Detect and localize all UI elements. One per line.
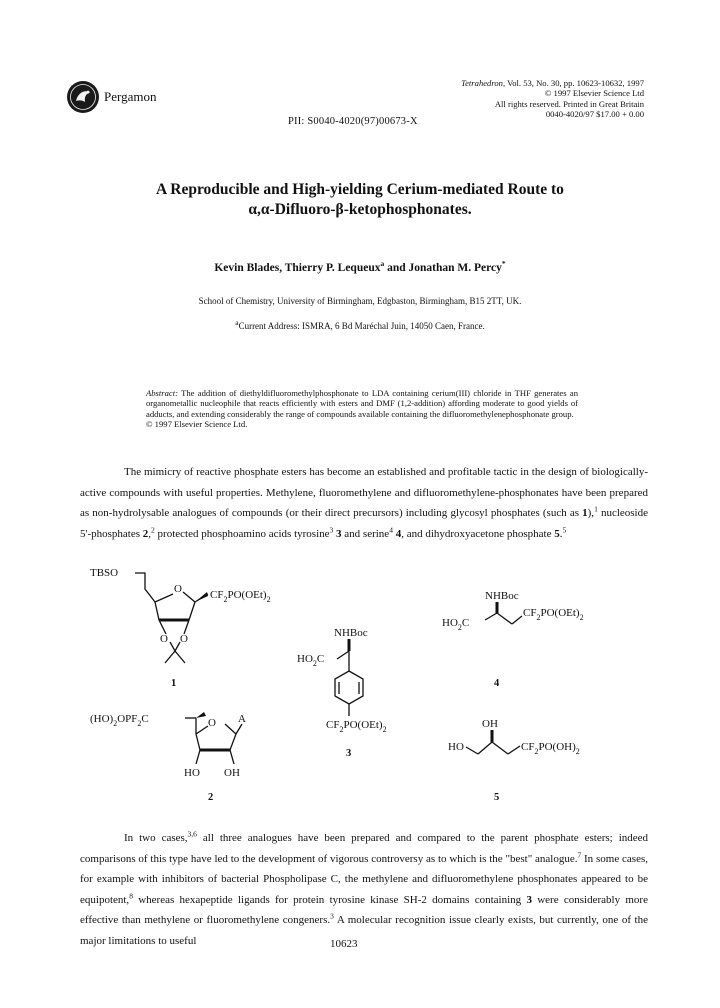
pii-identifier: PII: S0040-4020(97)00673-X [288, 116, 418, 127]
publisher-name: Pergamon [104, 89, 157, 104]
compound-ref: 4 [395, 527, 402, 540]
citation: 1 [594, 504, 598, 514]
affiliation: School of Chemistry, University of Birmingham, Edgbaston, Birmingham, B15 2TT, UK. [198, 296, 522, 306]
compound-ref: 1 [582, 507, 588, 520]
paragraph-intro: The mimicry of reactive phosphate esters has become an established and profitable tactic in the design of biologically-active compounds with useful properties. Methylene, fluoromethylene and difluoromethylene-phosphonates have been prepared as non-hydrolysable analogues of compounds (or their direct precursors) including glycosyl phosphates (such as 1),$^1$ nucleoside 5'-phosphates 2,$^2$ protected phosphoamino acids tyrosine$^3$ 3 and serine$^4$ 4, and dihydroxyacetone phosphate 5.$^5$ [80, 466, 648, 540]
c5-oh-label: OH [482, 718, 498, 730]
c1-tbso-label: TBSO [90, 567, 119, 579]
citation: 3 [329, 525, 334, 535]
compound-number-2: 2 [208, 792, 214, 803]
author-sup-a: a [380, 259, 385, 269]
current-address-sup: a [235, 318, 239, 327]
journal-name: Tetrahedron [461, 78, 503, 88]
compound-ref: 3 [336, 527, 342, 540]
compound-ref: 5 [554, 527, 560, 540]
current-address [80, 318, 640, 331]
citation: 5 [562, 525, 567, 535]
c3-cf2-label: $CF_2PO(OEt)_2$ [326, 719, 387, 734]
title-line-1: A Reproducible and High-yielding Cerium-mediated Route to [156, 181, 564, 198]
compound-number-1: 1 [171, 678, 177, 689]
c4-cf2-label: $CF_2PO(OEt)_2$ [523, 607, 584, 622]
abstract-copyright: © 1997 Elsevier Science Ltd. [146, 419, 248, 430]
c1-o-right: O [180, 633, 188, 645]
citation: 3 [330, 911, 334, 921]
compound-number-4: 4 [494, 678, 500, 689]
citation: 7 [577, 849, 582, 859]
compound-ref: 3 [526, 893, 532, 906]
abstract [146, 388, 578, 430]
citation: 8 [129, 891, 133, 901]
author-list [80, 259, 640, 274]
c1-cf2-label: $CF_2PO(OEt)_2$ [210, 589, 271, 604]
current-address-text: Current Address: ISMRA, 6 Bd Maréchal Juin, 14050 Caen, France. [238, 321, 485, 331]
c3-ho2c-label: $HO_2C$ [297, 653, 325, 668]
c5-ho-label: HO [448, 741, 464, 753]
abstract-text: The addition of diethyldifluoromethylphosphonate to LDA containing cerium(III) chloride in THF generates an organometallic nucleophile that reacts efficiently with esters and DMF (1,2-addition) affording moderate to good yields of adducts, and extending considerably the range of compounds available containing the difluoromethylenephosphonate group. [146, 388, 578, 419]
c5-cf2-label: $CF_2PO(OH)_2$ [521, 741, 580, 756]
title-line-2: α,α-Difluoro-β-ketophosphonates. [248, 201, 472, 218]
article-title [80, 180, 640, 220]
c4-ho2c-label: $HO_2C$ [442, 617, 470, 632]
citation: 4 [389, 525, 393, 535]
author-names-2: and Jonathan M. Percy [384, 262, 502, 274]
paragraph-analogues: In two cases,$^{3,6}$ all three analogues have been prepared and compared to the parent phosphate esters; indeed comparisons of this type have led to the development of vigorous controversy as to which is the "best" analogue.$^7$ In some cases, for example with inhibitors of bacterial Phospholipase C, the methylene and difluoromethylene phosphonates appeared to be equipotent,$^8$ whereas hexapeptide ligands for protein tyrosine kinase SH-2 domains containing 3 were considerably more effective than methylene or fluoromethylene congeners.$^3$ A molecular recognition issue clearly exists, but currently, one of the major limitations to useful [80, 829, 649, 947]
compound-number-5: 5 [494, 792, 500, 803]
copyright-line: © 1997 Elsevier Science Ltd [544, 88, 644, 99]
c1-o-left: O [160, 633, 168, 645]
c3-nhboc-label: NHBoc [334, 627, 368, 639]
citation: 2 [151, 525, 155, 535]
c2-base-a: A [238, 713, 246, 725]
compound-number-3: 3 [346, 748, 352, 759]
author-sup-star: * [501, 259, 506, 269]
citation: 3,6 [187, 829, 197, 839]
c2-oh-label: OH [224, 767, 240, 779]
abstract-label: Abstract: [146, 388, 178, 398]
journal-details: , Vol. 53, No. 30, pp. 10623-10632, 1997 [502, 78, 644, 88]
page-number: 10623 [330, 938, 358, 950]
rights-line: All rights reserved. Printed in Great Britain [494, 98, 644, 109]
c2-ho-label: HO [184, 767, 200, 779]
c4-nhboc-label: NHBoc [485, 590, 519, 602]
author-names-1: Kevin Blades, Thierry P. Lequeux [214, 262, 381, 274]
c2-phosphonate-label: $(HO)_2OPF_2C$ [90, 713, 149, 728]
compound-structures-figure [80, 556, 640, 812]
journal-reference [324, 78, 644, 120]
c1-ring-o: O [174, 583, 182, 595]
pergamon-logo-icon [66, 80, 100, 114]
c2-ring-o: O [208, 717, 216, 729]
compound-ref: 2 [142, 527, 149, 540]
price-line: 0040-4020/97 $17.00 + 0.00 [545, 109, 644, 120]
